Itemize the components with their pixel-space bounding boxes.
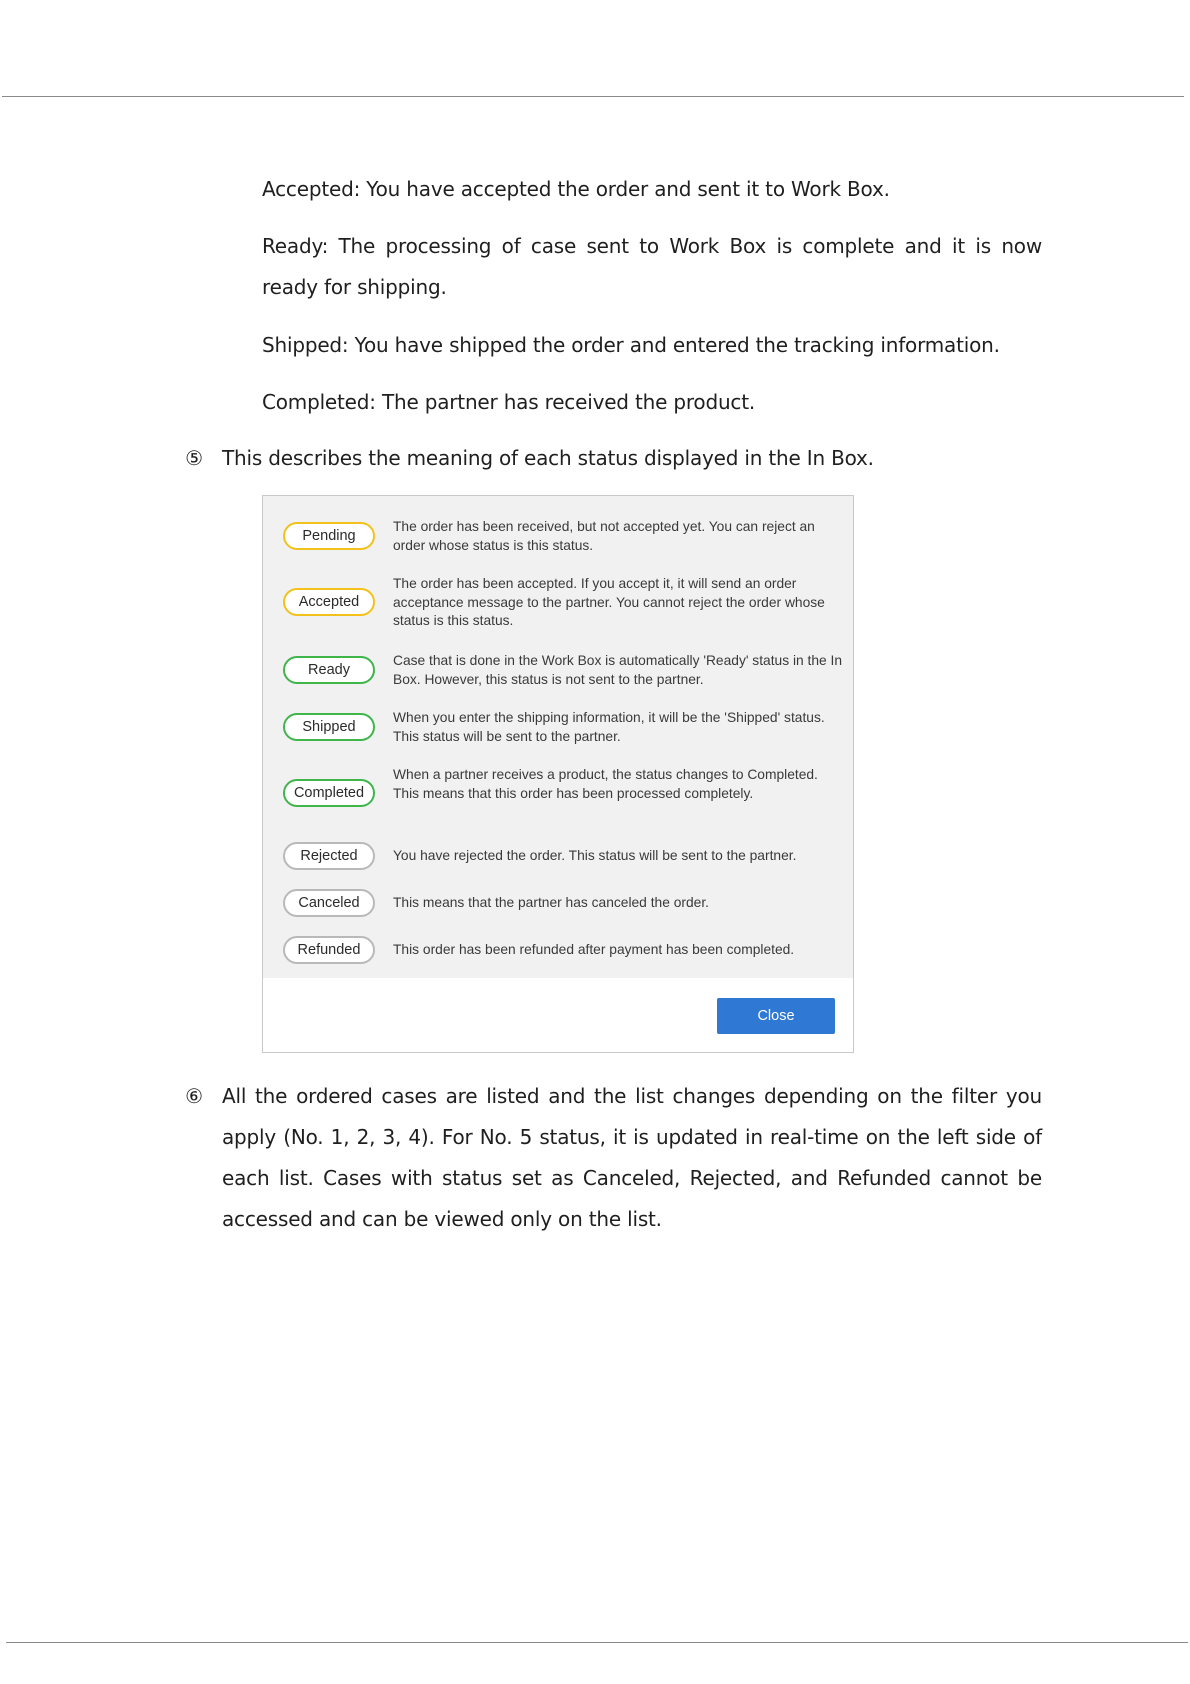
status-badge-pending: Pending [283, 522, 375, 550]
status-legend-dialog [262, 495, 854, 1053]
definition-completed: Completed: The partner has received the product. [262, 390, 756, 414]
item-5-text: This describes the meaning of each status displayed in the In Box. [222, 446, 874, 470]
status-description: This order has been refunded after payment has been completed. [393, 942, 795, 957]
list-item-6 [182, 1076, 1042, 1240]
header-rule [2, 96, 1184, 97]
footer-rule [6, 1642, 1188, 1643]
item-number-5: ⑤ [185, 446, 203, 470]
definition-shipped: Shipped: You have shipped the order and entered the tracking information. [262, 333, 1000, 357]
status-badge-rejected: Rejected [283, 842, 375, 870]
dialog-body [263, 496, 853, 978]
definition-ready: Ready: The processing of case sent to Work Box is complete and it is now ready for shipping. [262, 234, 1042, 299]
status-description: This means that the partner has canceled the order. [393, 895, 709, 910]
status-badge-refunded: Refunded [283, 936, 375, 964]
status-badge-ready: Ready [283, 656, 375, 684]
definition-accepted: Accepted: You have accepted the order and sent it to Work Box. [262, 177, 890, 201]
status-description: When a partner receives a product, the status changes to Completed. This means that this order has been processed completely. [393, 767, 818, 801]
status-badge-completed: Completed [283, 779, 375, 807]
status-badge-shipped: Shipped [283, 713, 375, 741]
close-button[interactable]: Close [717, 998, 835, 1034]
status-badge-accepted: Accepted [283, 588, 375, 616]
item-6-text: All the ordered cases are listed and the list changes depending on the filter you apply (No. 1, 2, 3, 4). For No. 5 status, it is updated in real-time on the left side of each list. Cases with status set as Canceled, Rejected, and Refunded cannot be accessed and can be viewed only on the list. [222, 1084, 1042, 1231]
status-badge-canceled: Canceled [283, 889, 375, 917]
item-number-6: ⑥ [185, 1084, 203, 1108]
status-description: The order has been received, but not accepted yet. You can reject an order whose status is this status. [393, 519, 815, 553]
status-description: Case that is done in the Work Box is automatically 'Ready' status in the In Box. However, this status is not sent to the partner. [393, 653, 843, 687]
status-description: When you enter the shipping information, it will be the 'Shipped' status. This status will be sent to the partner. [393, 710, 825, 744]
status-description: The order has been accepted. If you accept it, it will send an order acceptance message to the partner. You cannot reject the order whose status is this status. [393, 576, 825, 628]
status-description: You have rejected the order. This status will be sent to the partner. [393, 848, 797, 863]
list-item-5 [182, 438, 1042, 479]
